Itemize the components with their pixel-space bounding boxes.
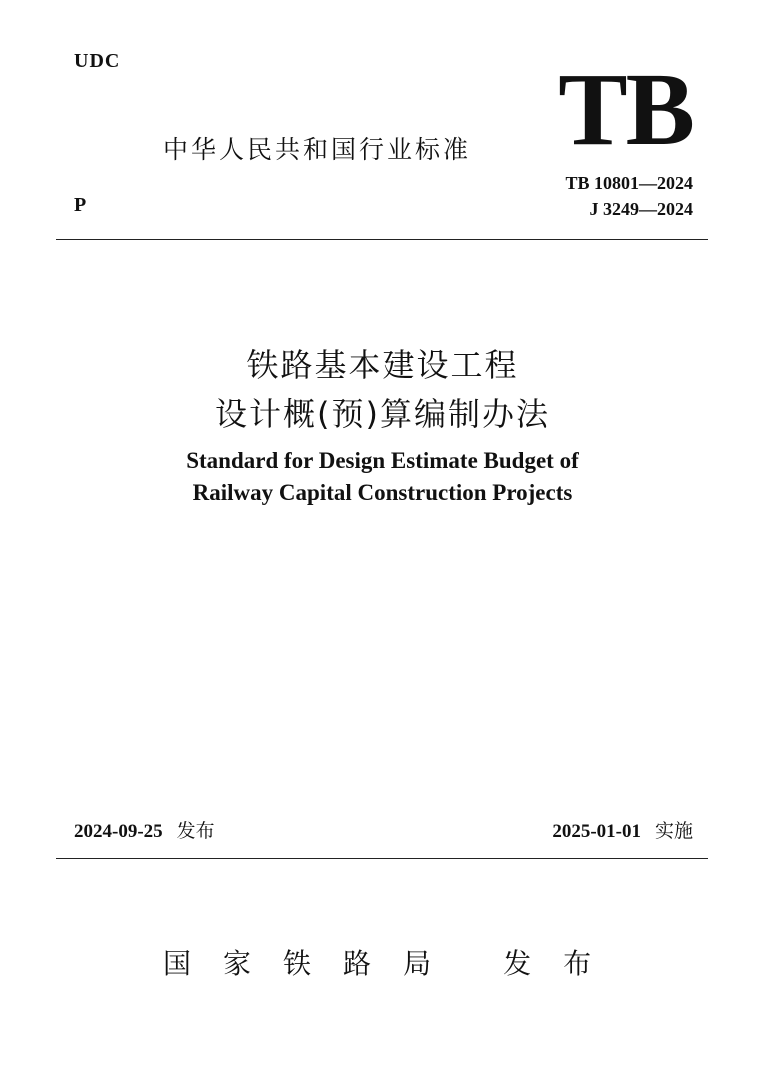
title-en-line2: Railway Capital Construction Projects bbox=[192, 480, 573, 505]
issuer-char: 局 bbox=[403, 947, 432, 980]
classification-label: P bbox=[74, 194, 87, 216]
code-primary: TB 10801—2024 bbox=[565, 173, 693, 193]
issue-label: 发布 bbox=[176, 820, 215, 842]
effective-date-block bbox=[552, 816, 693, 843]
issuer-char: 路 bbox=[343, 947, 372, 980]
standard-codes bbox=[565, 170, 693, 222]
issuer-line bbox=[163, 942, 591, 982]
bottom-divider bbox=[56, 858, 708, 859]
code-secondary: J 3249—2024 bbox=[589, 199, 693, 219]
issuer-char: 铁 bbox=[283, 947, 312, 980]
issue-date-block bbox=[74, 816, 215, 843]
issue-date: 2024-09-25 bbox=[74, 821, 163, 842]
effective-label: 实施 bbox=[654, 820, 693, 842]
issuer-char: 家 bbox=[223, 947, 252, 980]
title-cn-line1: 铁路基本建设工程 bbox=[246, 346, 519, 384]
standard-type: 中华人民共和国行业标准 bbox=[163, 135, 472, 164]
udc-label: UDC bbox=[74, 50, 121, 72]
top-divider bbox=[56, 239, 708, 240]
title-cn-line2: 设计概(预)算编制办法 bbox=[215, 395, 550, 433]
tb-logo: TB bbox=[558, 52, 693, 167]
issuer-action-char: 发 bbox=[503, 947, 532, 980]
effective-date: 2025-01-01 bbox=[552, 821, 641, 842]
title-en-line1: Standard for Design Estimate Budget of bbox=[186, 448, 579, 473]
issuer-char: 国 bbox=[163, 947, 192, 980]
issuer-action-char: 布 bbox=[563, 947, 592, 980]
